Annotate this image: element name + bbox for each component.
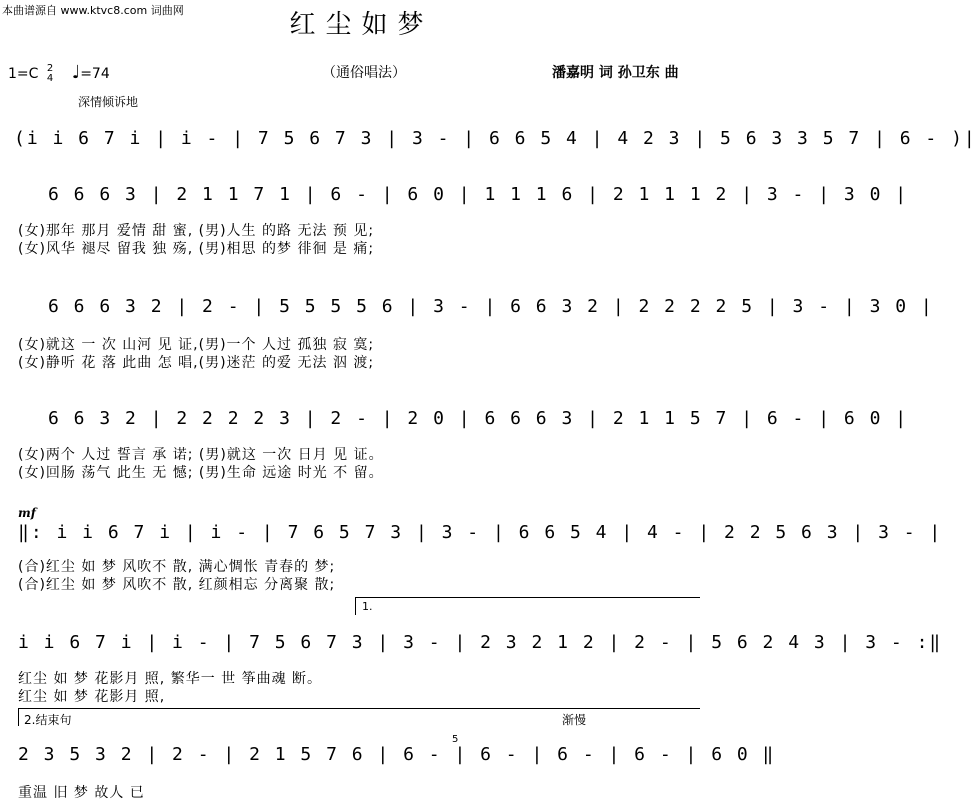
volta1-label: 1. bbox=[362, 600, 373, 613]
ending-notes: 2 3 5 3 2 | 2 - | 2 1 5 7 6 | 6 - | 6 - | 6 - | 6 - | 6 0 ‖ bbox=[18, 744, 776, 765]
grace-note: 5 bbox=[452, 734, 459, 745]
chorus-lyric-2: (合)红尘 如 梦 风吹不 散, 红颜相忘 分离聚 散; bbox=[18, 577, 336, 593]
song-credits: 潘嘉明 词 孙卫东 曲 bbox=[552, 65, 679, 81]
ending-lyric-1: 重温 旧 梦 故人 已 bbox=[18, 785, 145, 801]
time-sig-top: 2 bbox=[46, 63, 54, 74]
chorus2-lyric-2: 红尘 如 梦 花影月 照, bbox=[18, 689, 166, 705]
ritardando-mark: 渐慢 bbox=[562, 713, 587, 727]
chorus-notes: ‖: i i 6 7 i | i - | 7 6 5 7 3 | 3 - | 6 6 5 4 | 4 - | 2 2 5 6 3 | 3 - | bbox=[18, 522, 943, 543]
section2-lyric-1: (女)就这 一 次 山河 见 证,(男)一个 人过 孤独 寂 寞; bbox=[18, 337, 375, 353]
section2-lyric-2: (女)静听 花 落 此曲 怎 唱,(男)迷茫 的爱 无法 泅 渡; bbox=[18, 355, 375, 371]
chorus2-notes: i i 6 7 i | i - | 7 5 6 7 3 | 3 - | 2 3 2 1 2 | 2 - | 5 6 2 4 3 | 3 - :‖ bbox=[18, 632, 943, 653]
source-credit: 本曲谱源自 www.ktvc8.com 词曲网 bbox=[2, 4, 184, 17]
time-signature bbox=[47, 64, 53, 84]
volta1-bracket-top bbox=[355, 597, 700, 598]
key-signature bbox=[8, 62, 110, 84]
section1-notes: 6 6 6 3 | 2 1 1 7 1 | 6 - | 6 0 | 1 1 1 6 | 2 1 1 1 2 | 3 - | 3 0 | bbox=[48, 184, 909, 205]
key-label: 1=C bbox=[8, 66, 39, 82]
volta1-bracket-left bbox=[355, 597, 356, 615]
tempo-note-icon: ♩ bbox=[71, 62, 81, 83]
intro-notes: (i i 6 7 i | i - | 7 5 6 7 3 | 3 - | 6 6 5 4 | 4 2 3 | 5 6 3 3 5 7 | 6 - )| bbox=[14, 128, 977, 149]
section1-lyric-1: (女)那年 那月 爱情 甜 蜜, (男)人生 的路 无法 预 见; bbox=[18, 223, 375, 239]
chorus-lyric-1: (合)红尘 如 梦 风吹不 散, 满心惆怅 青春的 梦; bbox=[18, 559, 336, 575]
expression-mark: 深情倾诉地 bbox=[78, 95, 139, 109]
time-sig-bottom: 4 bbox=[46, 73, 54, 84]
section1-lyric-2: (女)风华 褪尽 留我 独 殇, (男)相思 的梦 徘徊 是 痛; bbox=[18, 241, 375, 257]
section3-lyric-2: (女)回肠 荡气 此生 无 憾; (男)生命 远途 时光 不 留。 bbox=[18, 465, 384, 481]
dynamic-mark: mf bbox=[18, 506, 36, 520]
tempo-value: =74 bbox=[80, 66, 110, 82]
singing-style: （通俗唱法） bbox=[322, 65, 406, 81]
volta2-bracket-top bbox=[18, 708, 700, 709]
volta2-bracket-left bbox=[18, 708, 19, 726]
volta2-label: 2.结束句 bbox=[24, 713, 72, 727]
section3-lyric-1: (女)两个 人过 誓言 承 诺; (男)就这 一次 日月 见 证。 bbox=[18, 447, 384, 463]
song-title: 红尘如梦 bbox=[289, 10, 434, 40]
chorus2-lyric-1: 红尘 如 梦 花影月 照, 繁华一 世 筝曲魂 断。 bbox=[18, 671, 323, 687]
section2-notes: 6 6 6 3 2 | 2 - | 5 5 5 5 6 | 3 - | 6 6 3 2 | 2 2 2 2 5 | 3 - | 3 0 | bbox=[48, 296, 934, 317]
section3-notes: 6 6 3 2 | 2 2 2 2 3 | 2 - | 2 0 | 6 6 6 3 | 2 1 1 5 7 | 6 - | 6 0 | bbox=[48, 408, 909, 429]
